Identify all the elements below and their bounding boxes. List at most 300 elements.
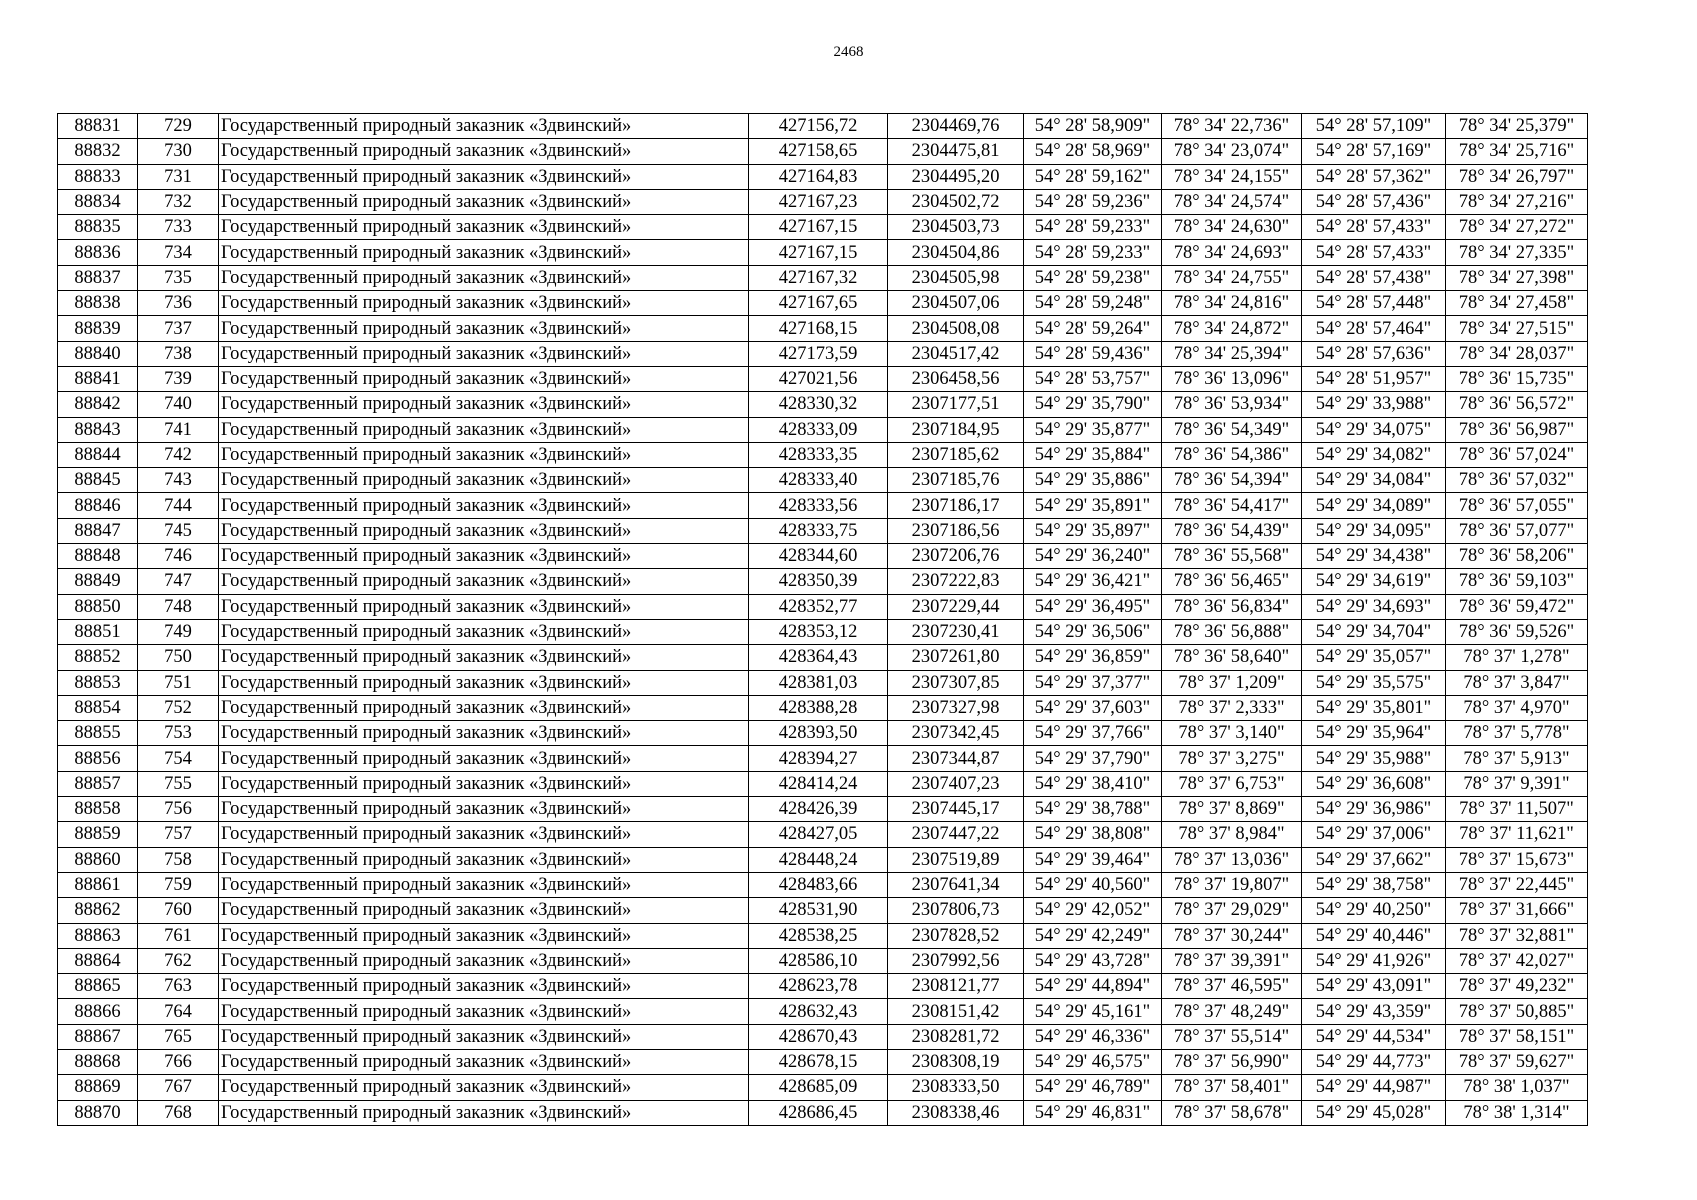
point-number-cell: 745	[138, 518, 219, 543]
point-number-cell: 748	[138, 594, 219, 619]
point-number-cell: 730	[138, 139, 219, 164]
x-coordinate-cell: 428427,05	[749, 822, 888, 847]
row-id-cell: 88838	[58, 291, 138, 316]
name-cell: Государственный природный заказник «Здвинский»	[219, 670, 749, 695]
table-row	[58, 721, 1588, 746]
latitude-2-cell: 54° 28' 57,636"	[1302, 341, 1446, 366]
latitude-2-cell: 54° 29' 40,250"	[1302, 898, 1446, 923]
longitude-2-cell: 78° 38' 1,314"	[1446, 1100, 1588, 1125]
x-coordinate-cell: 428353,12	[749, 619, 888, 644]
latitude-2-cell: 54° 28' 57,438"	[1302, 265, 1446, 290]
point-number-cell: 752	[138, 695, 219, 720]
name-cell: Государственный природный заказник «Здвинский»	[219, 189, 749, 214]
x-coordinate-cell: 428388,28	[749, 695, 888, 720]
y-coordinate-cell: 2307806,73	[888, 898, 1024, 923]
latitude-1-cell: 54° 29' 35,884"	[1024, 442, 1162, 467]
table-row	[58, 366, 1588, 391]
point-number-cell: 761	[138, 923, 219, 948]
longitude-1-cell: 78° 36' 56,834"	[1162, 594, 1302, 619]
longitude-2-cell: 78° 37' 1,278"	[1446, 645, 1588, 670]
table-row	[58, 1049, 1588, 1074]
table-row	[58, 493, 1588, 518]
name-cell: Государственный природный заказник «Здвинский»	[219, 265, 749, 290]
table-row	[58, 1075, 1588, 1100]
x-coordinate-cell: 427021,56	[749, 366, 888, 391]
name-cell: Государственный природный заказник «Здвинский»	[219, 114, 749, 139]
y-coordinate-cell: 2304517,42	[888, 341, 1024, 366]
name-cell: Государственный природный заказник «Здвинский»	[219, 468, 749, 493]
longitude-1-cell: 78° 37' 3,275"	[1162, 746, 1302, 771]
latitude-2-cell: 54° 29' 45,028"	[1302, 1100, 1446, 1125]
longitude-2-cell: 78° 36' 56,572"	[1446, 392, 1588, 417]
y-coordinate-cell: 2307206,76	[888, 544, 1024, 569]
y-coordinate-cell: 2307185,76	[888, 468, 1024, 493]
row-id-cell: 88851	[58, 619, 138, 644]
latitude-2-cell: 54° 28' 57,433"	[1302, 215, 1446, 240]
row-id-cell: 88858	[58, 797, 138, 822]
y-coordinate-cell: 2307447,22	[888, 822, 1024, 847]
name-cell: Государственный природный заказник «Здвинский»	[219, 999, 749, 1024]
table-row	[58, 847, 1588, 872]
x-coordinate-cell: 428333,09	[749, 417, 888, 442]
latitude-1-cell: 54° 28' 59,233"	[1024, 240, 1162, 265]
point-number-cell: 741	[138, 417, 219, 442]
table-row	[58, 645, 1588, 670]
name-cell: Государственный природный заказник «Здвинский»	[219, 392, 749, 417]
point-number-cell: 746	[138, 544, 219, 569]
y-coordinate-cell: 2308281,72	[888, 1024, 1024, 1049]
x-coordinate-cell: 428483,66	[749, 872, 888, 897]
point-number-cell: 757	[138, 822, 219, 847]
latitude-1-cell: 54° 29' 38,410"	[1024, 771, 1162, 796]
row-id-cell: 88842	[58, 392, 138, 417]
table-row	[58, 898, 1588, 923]
x-coordinate-cell: 428333,35	[749, 442, 888, 467]
latitude-1-cell: 54° 29' 35,790"	[1024, 392, 1162, 417]
name-cell: Государственный природный заказник «Здвинский»	[219, 215, 749, 240]
point-number-cell: 738	[138, 341, 219, 366]
name-cell: Государственный природный заказник «Здвинский»	[219, 569, 749, 594]
point-number-cell: 732	[138, 189, 219, 214]
latitude-1-cell: 54° 29' 40,560"	[1024, 872, 1162, 897]
y-coordinate-cell: 2307307,85	[888, 670, 1024, 695]
row-id-cell: 88843	[58, 417, 138, 442]
table-row	[58, 518, 1588, 543]
longitude-2-cell: 78° 36' 56,987"	[1446, 417, 1588, 442]
x-coordinate-cell: 428531,90	[749, 898, 888, 923]
row-id-cell: 88836	[58, 240, 138, 265]
latitude-2-cell: 54° 29' 43,091"	[1302, 974, 1446, 999]
latitude-2-cell: 54° 28' 57,109"	[1302, 114, 1446, 139]
name-cell: Государственный природный заказник «Здвинский»	[219, 948, 749, 973]
table-row	[58, 316, 1588, 341]
longitude-2-cell: 78° 36' 59,103"	[1446, 569, 1588, 594]
latitude-2-cell: 54° 29' 34,084"	[1302, 468, 1446, 493]
table-row	[58, 746, 1588, 771]
longitude-2-cell: 78° 37' 50,885"	[1446, 999, 1588, 1024]
longitude-2-cell: 78° 37' 3,847"	[1446, 670, 1588, 695]
longitude-1-cell: 78° 36' 56,888"	[1162, 619, 1302, 644]
y-coordinate-cell: 2307519,89	[888, 847, 1024, 872]
longitude-1-cell: 78° 34' 24,755"	[1162, 265, 1302, 290]
table-row	[58, 948, 1588, 973]
x-coordinate-cell: 428414,24	[749, 771, 888, 796]
longitude-2-cell: 78° 37' 5,778"	[1446, 721, 1588, 746]
row-id-cell: 88844	[58, 442, 138, 467]
row-id-cell: 88831	[58, 114, 138, 139]
latitude-1-cell: 54° 28' 59,236"	[1024, 189, 1162, 214]
point-number-cell: 759	[138, 872, 219, 897]
table-row	[58, 468, 1588, 493]
name-cell: Государственный природный заказник «Здвинский»	[219, 139, 749, 164]
row-id-cell: 88860	[58, 847, 138, 872]
row-id-cell: 88850	[58, 594, 138, 619]
y-coordinate-cell: 2307407,23	[888, 771, 1024, 796]
latitude-1-cell: 54° 29' 46,336"	[1024, 1024, 1162, 1049]
table-row	[58, 569, 1588, 594]
longitude-1-cell: 78° 34' 24,574"	[1162, 189, 1302, 214]
name-cell: Государственный природный заказник «Здвинский»	[219, 974, 749, 999]
longitude-1-cell: 78° 37' 19,807"	[1162, 872, 1302, 897]
table-row	[58, 240, 1588, 265]
point-number-cell: 731	[138, 164, 219, 189]
y-coordinate-cell: 2307229,44	[888, 594, 1024, 619]
name-cell: Государственный природный заказник «Здвинский»	[219, 544, 749, 569]
longitude-1-cell: 78° 37' 48,249"	[1162, 999, 1302, 1024]
latitude-2-cell: 54° 29' 34,082"	[1302, 442, 1446, 467]
latitude-2-cell: 54° 28' 57,436"	[1302, 189, 1446, 214]
name-cell: Государственный природный заказник «Здвинский»	[219, 291, 749, 316]
longitude-2-cell: 78° 36' 59,526"	[1446, 619, 1588, 644]
latitude-1-cell: 54° 29' 37,766"	[1024, 721, 1162, 746]
y-coordinate-cell: 2308121,77	[888, 974, 1024, 999]
longitude-2-cell: 78° 36' 57,055"	[1446, 493, 1588, 518]
table-row	[58, 619, 1588, 644]
point-number-cell: 751	[138, 670, 219, 695]
row-id-cell: 88837	[58, 265, 138, 290]
longitude-1-cell: 78° 36' 54,417"	[1162, 493, 1302, 518]
longitude-2-cell: 78° 37' 42,027"	[1446, 948, 1588, 973]
row-id-cell: 88857	[58, 771, 138, 796]
longitude-1-cell: 78° 36' 54,394"	[1162, 468, 1302, 493]
name-cell: Государственный природный заказник «Здвинский»	[219, 366, 749, 391]
row-id-cell: 88839	[58, 316, 138, 341]
y-coordinate-cell: 2307344,87	[888, 746, 1024, 771]
row-id-cell: 88868	[58, 1049, 138, 1074]
longitude-1-cell: 78° 37' 8,984"	[1162, 822, 1302, 847]
coordinates-table	[57, 113, 1588, 1126]
latitude-1-cell: 54° 28' 53,757"	[1024, 366, 1162, 391]
point-number-cell: 750	[138, 645, 219, 670]
point-number-cell: 729	[138, 114, 219, 139]
longitude-1-cell: 78° 34' 24,155"	[1162, 164, 1302, 189]
row-id-cell: 88856	[58, 746, 138, 771]
latitude-1-cell: 54° 28' 59,436"	[1024, 341, 1162, 366]
row-id-cell: 88864	[58, 948, 138, 973]
latitude-1-cell: 54° 29' 36,495"	[1024, 594, 1162, 619]
longitude-1-cell: 78° 34' 25,394"	[1162, 341, 1302, 366]
longitude-1-cell: 78° 36' 54,386"	[1162, 442, 1302, 467]
table-row	[58, 291, 1588, 316]
name-cell: Государственный природный заказник «Здвинский»	[219, 493, 749, 518]
name-cell: Государственный природный заказник «Здвинский»	[219, 695, 749, 720]
y-coordinate-cell: 2304505,98	[888, 265, 1024, 290]
latitude-1-cell: 54° 29' 36,859"	[1024, 645, 1162, 670]
latitude-2-cell: 54° 29' 34,089"	[1302, 493, 1446, 518]
point-number-cell: 747	[138, 569, 219, 594]
latitude-1-cell: 54° 29' 38,788"	[1024, 797, 1162, 822]
longitude-1-cell: 78° 34' 24,693"	[1162, 240, 1302, 265]
x-coordinate-cell: 428632,43	[749, 999, 888, 1024]
latitude-1-cell: 54° 29' 35,886"	[1024, 468, 1162, 493]
table-row	[58, 923, 1588, 948]
name-cell: Государственный природный заказник «Здвинский»	[219, 822, 749, 847]
latitude-2-cell: 54° 29' 34,704"	[1302, 619, 1446, 644]
x-coordinate-cell: 428685,09	[749, 1075, 888, 1100]
longitude-1-cell: 78° 34' 24,630"	[1162, 215, 1302, 240]
x-coordinate-cell: 428393,50	[749, 721, 888, 746]
x-coordinate-cell: 427167,15	[749, 240, 888, 265]
x-coordinate-cell: 427156,72	[749, 114, 888, 139]
longitude-2-cell: 78° 37' 49,232"	[1446, 974, 1588, 999]
longitude-2-cell: 78° 36' 58,206"	[1446, 544, 1588, 569]
table-row	[58, 1024, 1588, 1049]
x-coordinate-cell: 427167,65	[749, 291, 888, 316]
latitude-1-cell: 54° 29' 46,789"	[1024, 1075, 1162, 1100]
row-id-cell: 88866	[58, 999, 138, 1024]
row-id-cell: 88835	[58, 215, 138, 240]
x-coordinate-cell: 428448,24	[749, 847, 888, 872]
y-coordinate-cell: 2307185,62	[888, 442, 1024, 467]
row-id-cell: 88865	[58, 974, 138, 999]
latitude-2-cell: 54° 29' 38,758"	[1302, 872, 1446, 897]
latitude-1-cell: 54° 29' 36,240"	[1024, 544, 1162, 569]
y-coordinate-cell: 2307992,56	[888, 948, 1024, 973]
latitude-2-cell: 54° 28' 51,957"	[1302, 366, 1446, 391]
row-id-cell: 88867	[58, 1024, 138, 1049]
y-coordinate-cell: 2307828,52	[888, 923, 1024, 948]
latitude-2-cell: 54° 29' 35,964"	[1302, 721, 1446, 746]
longitude-2-cell: 78° 37' 22,445"	[1446, 872, 1588, 897]
latitude-2-cell: 54° 29' 37,006"	[1302, 822, 1446, 847]
x-coordinate-cell: 428344,60	[749, 544, 888, 569]
longitude-1-cell: 78° 37' 58,678"	[1162, 1100, 1302, 1125]
point-number-cell: 753	[138, 721, 219, 746]
latitude-1-cell: 54° 29' 37,377"	[1024, 670, 1162, 695]
y-coordinate-cell: 2307261,80	[888, 645, 1024, 670]
table-row	[58, 999, 1588, 1024]
latitude-2-cell: 54° 29' 34,075"	[1302, 417, 1446, 442]
latitude-1-cell: 54° 29' 36,421"	[1024, 569, 1162, 594]
y-coordinate-cell: 2307184,95	[888, 417, 1024, 442]
x-coordinate-cell: 427173,59	[749, 341, 888, 366]
point-number-cell: 749	[138, 619, 219, 644]
y-coordinate-cell: 2307327,98	[888, 695, 1024, 720]
x-coordinate-cell: 428364,43	[749, 645, 888, 670]
x-coordinate-cell: 428394,27	[749, 746, 888, 771]
longitude-1-cell: 78° 36' 56,465"	[1162, 569, 1302, 594]
longitude-1-cell: 78° 36' 54,439"	[1162, 518, 1302, 543]
point-number-cell: 754	[138, 746, 219, 771]
latitude-2-cell: 54° 29' 35,801"	[1302, 695, 1446, 720]
x-coordinate-cell: 428330,32	[749, 392, 888, 417]
latitude-2-cell: 54° 28' 57,433"	[1302, 240, 1446, 265]
y-coordinate-cell: 2304495,20	[888, 164, 1024, 189]
longitude-1-cell: 78° 36' 54,349"	[1162, 417, 1302, 442]
table-row	[58, 797, 1588, 822]
longitude-2-cell: 78° 34' 27,335"	[1446, 240, 1588, 265]
table-row	[58, 872, 1588, 897]
y-coordinate-cell: 2304469,76	[888, 114, 1024, 139]
y-coordinate-cell: 2304507,06	[888, 291, 1024, 316]
y-coordinate-cell: 2304475,81	[888, 139, 1024, 164]
point-number-cell: 764	[138, 999, 219, 1024]
longitude-2-cell: 78° 36' 57,077"	[1446, 518, 1588, 543]
name-cell: Государственный природный заказник «Здвинский»	[219, 1100, 749, 1125]
y-coordinate-cell: 2308338,46	[888, 1100, 1024, 1125]
x-coordinate-cell: 428333,40	[749, 468, 888, 493]
longitude-2-cell: 78° 34' 27,515"	[1446, 316, 1588, 341]
name-cell: Государственный природный заказник «Здвинский»	[219, 847, 749, 872]
name-cell: Государственный природный заказник «Здвинский»	[219, 721, 749, 746]
longitude-1-cell: 78° 34' 23,074"	[1162, 139, 1302, 164]
latitude-2-cell: 54° 28' 57,362"	[1302, 164, 1446, 189]
name-cell: Государственный природный заказник «Здвинский»	[219, 1075, 749, 1100]
row-id-cell: 88841	[58, 366, 138, 391]
row-id-cell: 88840	[58, 341, 138, 366]
longitude-2-cell: 78° 34' 26,797"	[1446, 164, 1588, 189]
latitude-2-cell: 54° 29' 37,662"	[1302, 847, 1446, 872]
latitude-2-cell: 54° 29' 34,619"	[1302, 569, 1446, 594]
name-cell: Государственный природный заказник «Здвинский»	[219, 341, 749, 366]
x-coordinate-cell: 428333,56	[749, 493, 888, 518]
point-number-cell: 767	[138, 1075, 219, 1100]
table-row	[58, 822, 1588, 847]
longitude-1-cell: 78° 36' 58,640"	[1162, 645, 1302, 670]
x-coordinate-cell: 428381,03	[749, 670, 888, 695]
longitude-2-cell: 78° 37' 4,970"	[1446, 695, 1588, 720]
latitude-1-cell: 54° 29' 37,603"	[1024, 695, 1162, 720]
longitude-1-cell: 78° 37' 39,391"	[1162, 948, 1302, 973]
y-coordinate-cell: 2307177,51	[888, 392, 1024, 417]
y-coordinate-cell: 2308333,50	[888, 1075, 1024, 1100]
latitude-2-cell: 54° 29' 34,095"	[1302, 518, 1446, 543]
latitude-1-cell: 54° 28' 59,238"	[1024, 265, 1162, 290]
latitude-1-cell: 54° 28' 58,969"	[1024, 139, 1162, 164]
longitude-1-cell: 78° 36' 53,934"	[1162, 392, 1302, 417]
x-coordinate-cell: 427168,15	[749, 316, 888, 341]
name-cell: Государственный природный заказник «Здвинский»	[219, 1024, 749, 1049]
longitude-2-cell: 78° 36' 57,032"	[1446, 468, 1588, 493]
x-coordinate-cell: 427167,32	[749, 265, 888, 290]
x-coordinate-cell: 428686,45	[749, 1100, 888, 1125]
longitude-1-cell: 78° 37' 46,595"	[1162, 974, 1302, 999]
latitude-1-cell: 54° 28' 59,233"	[1024, 215, 1162, 240]
point-number-cell: 739	[138, 366, 219, 391]
y-coordinate-cell: 2307641,34	[888, 872, 1024, 897]
latitude-2-cell: 54° 29' 44,534"	[1302, 1024, 1446, 1049]
latitude-2-cell: 54° 29' 40,446"	[1302, 923, 1446, 948]
latitude-1-cell: 54° 29' 38,808"	[1024, 822, 1162, 847]
y-coordinate-cell: 2306458,56	[888, 366, 1024, 391]
row-id-cell: 88862	[58, 898, 138, 923]
longitude-1-cell: 78° 37' 30,244"	[1162, 923, 1302, 948]
row-id-cell: 88852	[58, 645, 138, 670]
longitude-1-cell: 78° 37' 3,140"	[1162, 721, 1302, 746]
latitude-1-cell: 54° 29' 45,161"	[1024, 999, 1162, 1024]
row-id-cell: 88848	[58, 544, 138, 569]
longitude-2-cell: 78° 37' 11,621"	[1446, 822, 1588, 847]
longitude-1-cell: 78° 37' 56,990"	[1162, 1049, 1302, 1074]
longitude-1-cell: 78° 37' 8,869"	[1162, 797, 1302, 822]
row-id-cell: 88846	[58, 493, 138, 518]
longitude-2-cell: 78° 34' 27,458"	[1446, 291, 1588, 316]
longitude-2-cell: 78° 37' 31,666"	[1446, 898, 1588, 923]
latitude-2-cell: 54° 28' 57,448"	[1302, 291, 1446, 316]
latitude-2-cell: 54° 29' 44,773"	[1302, 1049, 1446, 1074]
row-id-cell: 88869	[58, 1075, 138, 1100]
longitude-2-cell: 78° 37' 11,507"	[1446, 797, 1588, 822]
latitude-1-cell: 54° 29' 37,790"	[1024, 746, 1162, 771]
row-id-cell: 88847	[58, 518, 138, 543]
longitude-1-cell: 78° 34' 24,872"	[1162, 316, 1302, 341]
point-number-cell: 763	[138, 974, 219, 999]
table-body	[58, 114, 1588, 1126]
latitude-1-cell: 54° 29' 36,506"	[1024, 619, 1162, 644]
longitude-1-cell: 78° 37' 2,333"	[1162, 695, 1302, 720]
point-number-cell: 743	[138, 468, 219, 493]
table-row	[58, 594, 1588, 619]
latitude-2-cell: 54° 29' 33,988"	[1302, 392, 1446, 417]
name-cell: Государственный природный заказник «Здвинский»	[219, 417, 749, 442]
y-coordinate-cell: 2307186,56	[888, 518, 1024, 543]
longitude-2-cell: 78° 34' 25,716"	[1446, 139, 1588, 164]
longitude-2-cell: 78° 38' 1,037"	[1446, 1075, 1588, 1100]
row-id-cell: 88855	[58, 721, 138, 746]
point-number-cell: 758	[138, 847, 219, 872]
row-id-cell: 88834	[58, 189, 138, 214]
name-cell: Государственный природный заказник «Здвинский»	[219, 923, 749, 948]
latitude-1-cell: 54° 29' 35,891"	[1024, 493, 1162, 518]
name-cell: Государственный природный заказник «Здвинский»	[219, 518, 749, 543]
table-row	[58, 544, 1588, 569]
x-coordinate-cell: 428426,39	[749, 797, 888, 822]
point-number-cell: 733	[138, 215, 219, 240]
latitude-2-cell: 54° 28' 57,169"	[1302, 139, 1446, 164]
table-row	[58, 442, 1588, 467]
longitude-2-cell: 78° 37' 5,913"	[1446, 746, 1588, 771]
latitude-1-cell: 54° 29' 46,575"	[1024, 1049, 1162, 1074]
longitude-2-cell: 78° 34' 27,398"	[1446, 265, 1588, 290]
longitude-1-cell: 78° 34' 24,816"	[1162, 291, 1302, 316]
longitude-1-cell: 78° 37' 13,036"	[1162, 847, 1302, 872]
name-cell: Государственный природный заказник «Здвинский»	[219, 797, 749, 822]
table-row	[58, 1100, 1588, 1125]
row-id-cell: 88845	[58, 468, 138, 493]
row-id-cell: 88854	[58, 695, 138, 720]
table-row	[58, 974, 1588, 999]
latitude-1-cell: 54° 29' 35,897"	[1024, 518, 1162, 543]
longitude-2-cell: 78° 36' 15,735"	[1446, 366, 1588, 391]
row-id-cell: 88832	[58, 139, 138, 164]
longitude-2-cell: 78° 34' 27,216"	[1446, 189, 1588, 214]
y-coordinate-cell: 2304502,72	[888, 189, 1024, 214]
longitude-2-cell: 78° 34' 27,272"	[1446, 215, 1588, 240]
table-row	[58, 392, 1588, 417]
point-number-cell: 742	[138, 442, 219, 467]
y-coordinate-cell: 2304508,08	[888, 316, 1024, 341]
longitude-1-cell: 78° 37' 1,209"	[1162, 670, 1302, 695]
